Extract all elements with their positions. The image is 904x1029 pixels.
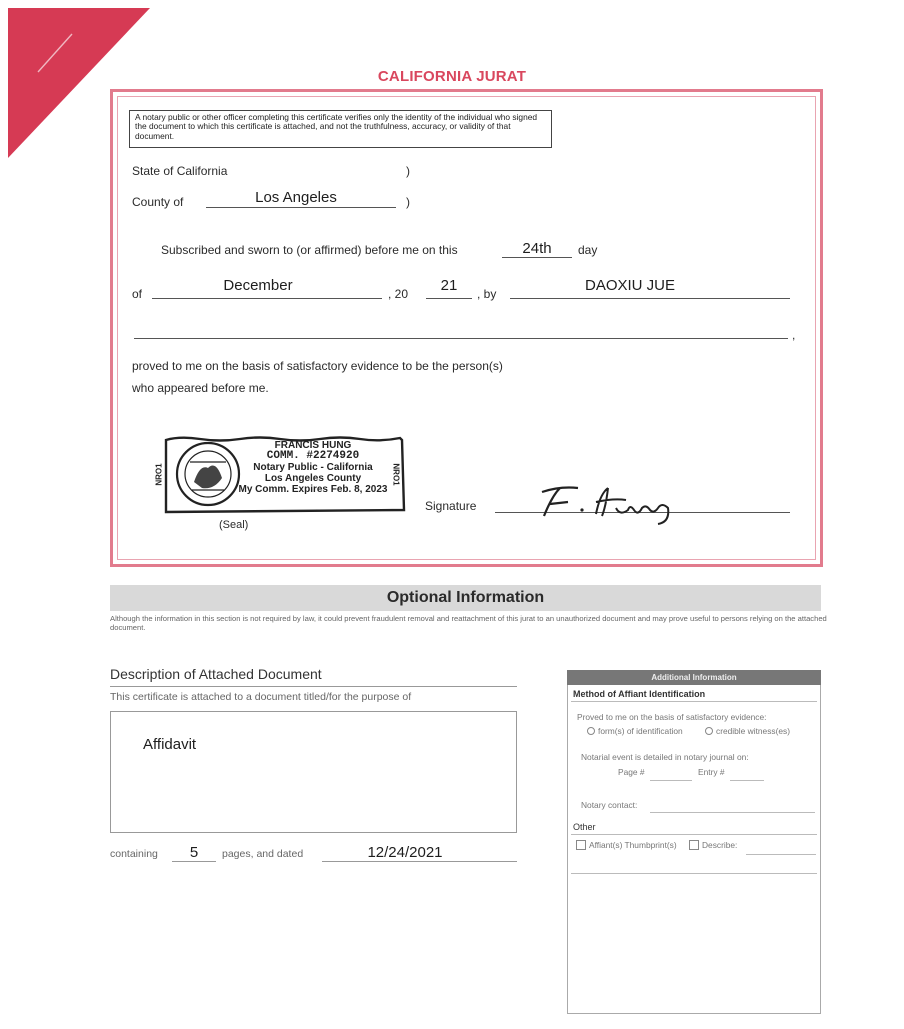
proved-text-2: who appeared before me.: [132, 381, 269, 395]
document-title-value: Affidavit: [143, 736, 197, 753]
by-label: , by: [477, 287, 497, 301]
line-comma: ,: [792, 328, 796, 342]
of-label: of: [132, 287, 143, 301]
optional-title: Optional Information: [386, 589, 545, 606]
county-field[interactable]: Los Angeles: [255, 189, 337, 206]
page-label: Page #: [618, 767, 645, 777]
handwritten-signature: [530, 478, 700, 528]
witness-radio-icon[interactable]: [705, 727, 713, 735]
pages-label: pages, and dated: [222, 848, 304, 860]
describe-label: Describe:: [702, 840, 738, 850]
month-field[interactable]: December: [223, 277, 293, 294]
signature-label: Signature: [425, 499, 477, 513]
seal-title: Notary Public - California: [253, 462, 373, 473]
entry-label: Entry #: [698, 767, 725, 777]
forms-radio-icon[interactable]: [587, 727, 595, 735]
journal-text: Notarial event is detailed in notary journal on:: [581, 752, 749, 762]
dated-field[interactable]: 12/24/2021: [367, 844, 443, 861]
description-subtitle: This certificate is attached to a document titled/for the purpose of: [110, 691, 412, 703]
contact-label: Notary contact:: [581, 800, 638, 810]
page-title: CALIFORNIA JURAT: [377, 68, 527, 85]
notice-box: A notary public or other officer completing this certificate verifies only the identity of the individual who signed the document to which this certificate is attached, and not the truthfulness, accuracy, or validity of that document.: [129, 110, 552, 148]
describe-option[interactable]: [689, 840, 737, 850]
proved-evidence-text: Proved to me on the basis of satisfactory evidence:: [577, 712, 767, 722]
seal-label: (Seal): [219, 519, 249, 531]
pages-field[interactable]: 5: [189, 844, 199, 861]
day-field[interactable]: 24th: [522, 240, 552, 257]
description-title: Description of Attached Document: [110, 666, 322, 682]
county-paren: ): [406, 195, 410, 209]
state-label: State of California: [132, 164, 228, 178]
state-paren: ): [406, 164, 410, 178]
sworn-text: Subscribed and sworn to (or affirmed) before me on this: [161, 243, 458, 257]
additional-info-header: Additional Information: [567, 670, 821, 685]
describe-checkbox-icon[interactable]: [689, 840, 699, 850]
thumbprint-checkbox-icon[interactable]: [576, 840, 586, 850]
witness-label: credible witness(es): [716, 726, 791, 736]
county-label: County of: [132, 195, 184, 209]
seal-code-right: NRO1: [391, 463, 401, 486]
forms-label: form(s) of identification: [598, 726, 683, 736]
option-forms[interactable]: [587, 726, 683, 736]
option-witness[interactable]: [705, 726, 790, 736]
method-title: Method of Affiant Identification: [573, 689, 706, 699]
seal-expires: My Comm. Expires Feb. 8, 2023: [238, 484, 388, 495]
thumbprint-option[interactable]: [576, 840, 677, 850]
optional-note: Although the information in this section is not required by law, it could prevent fraudulent removal and reattachment of this jurat to an unauthorized document and may prove useful to persons relying on the attached document.: [110, 614, 827, 632]
seal-text: [238, 440, 388, 495]
seal-county: Los Angeles County: [264, 473, 362, 484]
seal-code-left: NRO1: [154, 463, 164, 486]
document-title-box[interactable]: [110, 711, 517, 833]
proved-text-1: proved to me on the basis of satisfactory evidence to be the person(s): [132, 359, 503, 373]
seal-name: FRANCIS HUNG: [274, 440, 352, 451]
other-title: Other: [573, 822, 596, 832]
day-label: day: [578, 243, 598, 257]
containing-label: containing: [110, 848, 158, 860]
seal-commission: COMM. #2274920: [266, 450, 360, 462]
thumbprint-label: Affiant(s) Thumbprint(s): [589, 840, 677, 850]
year-field[interactable]: 21: [440, 277, 458, 294]
year-prefix: , 20: [388, 287, 409, 301]
signer-name-field[interactable]: DAOXIU JUE: [584, 277, 675, 294]
